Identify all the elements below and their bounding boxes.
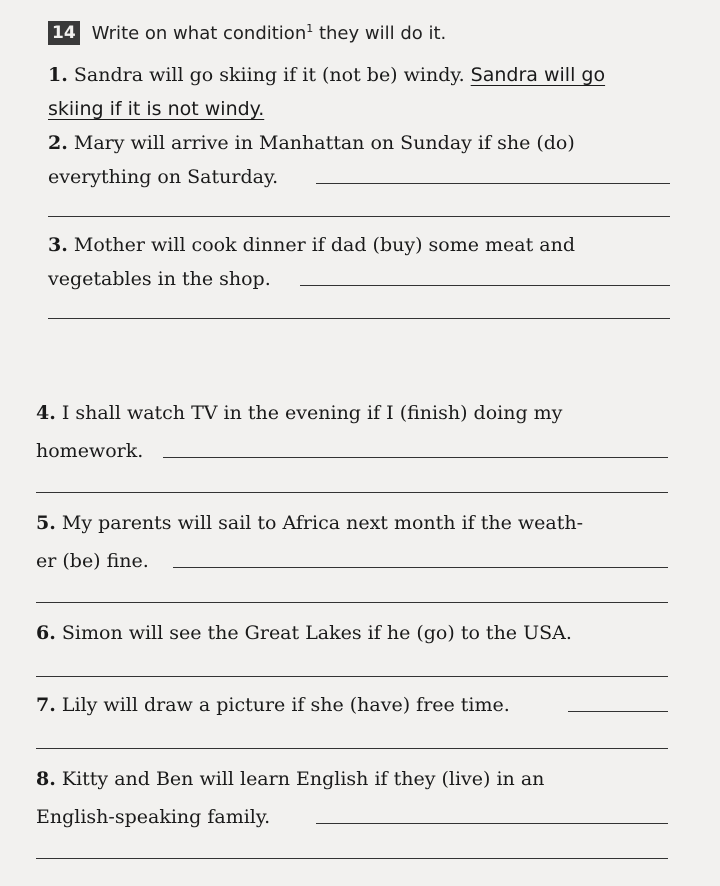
item-8-line-1 <box>36 768 544 790</box>
answer-line[interactable] <box>36 492 668 493</box>
answer-line[interactable] <box>300 285 670 286</box>
instruction-text-end: they will do it. <box>313 23 447 44</box>
item-sentence-continued: homework. <box>36 440 144 462</box>
item-7-line-1 <box>36 694 510 716</box>
handwritten-answer: Sandra will go <box>470 64 606 86</box>
item-3-line-2 <box>48 268 271 290</box>
handwritten-answer-continued: skiing if it is not windy. <box>48 98 265 120</box>
instruction-text: Write on what condition <box>91 23 307 44</box>
item-8-line-2 <box>36 806 270 828</box>
answer-line[interactable] <box>36 602 668 603</box>
item-number: 5. <box>36 512 56 534</box>
item-1-line-2 <box>48 98 264 120</box>
item-sentence: Lily will draw a picture if she (have) free time. <box>61 694 510 716</box>
answer-line[interactable] <box>36 858 668 859</box>
item-number: 4. <box>36 402 56 424</box>
item-number: 6. <box>36 622 56 644</box>
item-sentence: Mother will cook dinner if dad (buy) some meat and <box>73 234 576 256</box>
answer-line[interactable] <box>173 567 668 568</box>
answer-line[interactable] <box>36 676 668 677</box>
item-number: 1. <box>48 64 68 86</box>
exercise-number-badge: 14 <box>48 21 80 45</box>
answer-line[interactable] <box>568 711 668 712</box>
item-sentence: My parents will sail to Africa next month if the weath- <box>61 512 584 534</box>
answer-line[interactable] <box>48 318 670 319</box>
item-sentence-continued: English-speaking family. <box>36 806 271 828</box>
item-2-line-1 <box>48 132 670 154</box>
item-3-line-1 <box>48 234 575 256</box>
answer-line[interactable] <box>48 216 670 217</box>
item-sentence-continued: vegetables in the shop. <box>48 268 271 290</box>
item-number: 2. <box>48 132 68 154</box>
item-2-line-2 <box>48 166 278 188</box>
item-sentence: Sandra will go skiing if it (not be) windy. <box>73 64 465 86</box>
item-number: 3. <box>48 234 68 256</box>
item-sentence: Simon will see the Great Lakes if he (go) to the USA. <box>61 622 572 644</box>
answer-line[interactable] <box>163 457 668 458</box>
item-5-line-1 <box>36 512 583 534</box>
exercise-header <box>48 18 446 48</box>
answer-line[interactable] <box>36 748 668 749</box>
footnote-marker: 1 <box>306 22 314 35</box>
item-1-line-1 <box>48 64 670 86</box>
item-sentence-continued: everything on Saturday. <box>48 166 279 188</box>
exercise-instruction <box>92 22 447 44</box>
item-4-line-1 <box>36 402 562 424</box>
answer-line[interactable] <box>316 823 668 824</box>
item-sentence: Mary will arrive in Manhattan on Sunday if she (do) <box>73 132 575 154</box>
item-5-line-2 <box>36 550 149 572</box>
answer-line[interactable] <box>316 183 670 184</box>
item-number: 8. <box>36 768 56 790</box>
item-sentence: Kitty and Ben will learn English if they (live) in an <box>61 768 545 790</box>
item-sentence-continued: er (be) fine. <box>36 550 149 572</box>
item-4-line-2 <box>36 440 143 462</box>
item-number: 7. <box>36 694 56 716</box>
item-sentence: I shall watch TV in the evening if I (finish) doing my <box>61 402 563 424</box>
item-6-line-1 <box>36 622 572 644</box>
